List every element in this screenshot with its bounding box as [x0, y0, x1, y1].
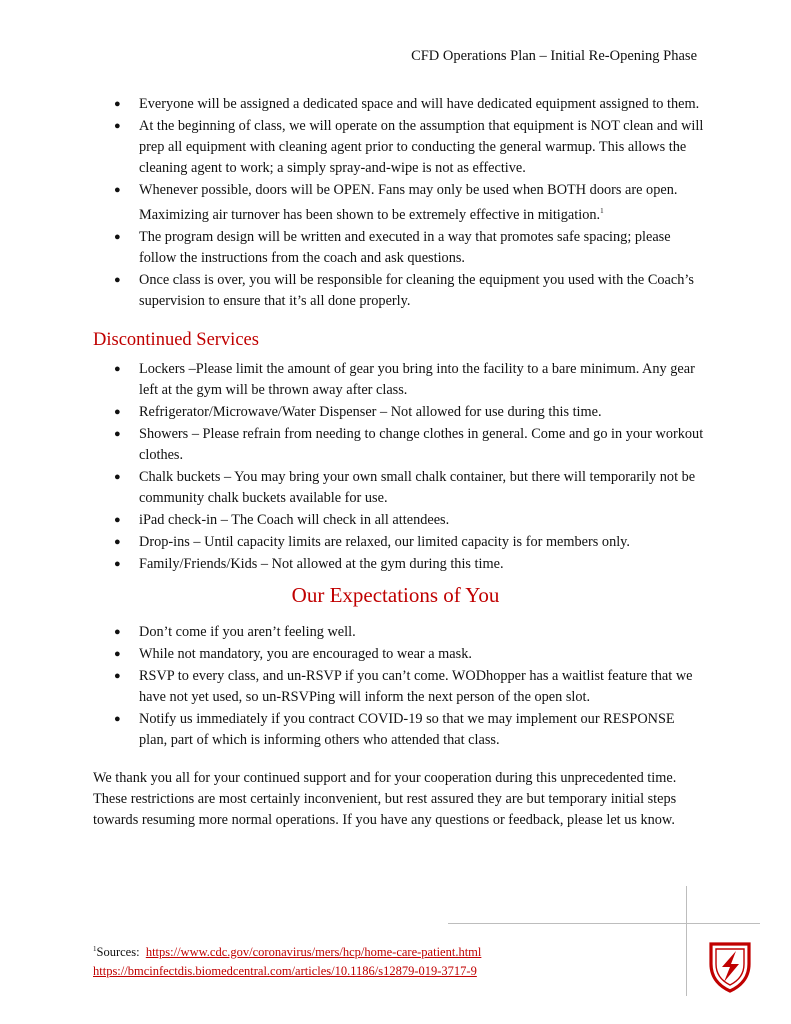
shield-lightning-icon [706, 940, 754, 994]
list-item [114, 424, 704, 466]
source-link-cdc[interactable]: https://www.cdc.gov/coronavirus/mers/hcp/home-care-patient.html [145, 945, 482, 960]
footnote-marker: 1 [93, 945, 97, 953]
footnote [93, 940, 481, 981]
list-item [114, 644, 704, 665]
list-item-text: RSVP to every class, and un-RSVP if you can’t come. WODhopper has a waitlist feature that we have not yet used, so un-RSVPing will inform the next person of the open slot. [139, 668, 693, 705]
discontinued-services-heading: Discontinued Services [93, 330, 259, 350]
list-item [114, 116, 704, 179]
list-item [114, 666, 704, 708]
expectations-list [114, 622, 704, 752]
list-item [114, 270, 704, 312]
list-item-text: Drop-ins – Until capacity limits are relaxed, our limited capacity is for members only. [139, 534, 630, 550]
list-item-text: Family/Friends/Kids – Not allowed at the gym during this time. [139, 556, 504, 572]
list-item [114, 532, 704, 553]
expectations-heading: Our Expectations of You [291, 583, 500, 607]
list-item [114, 709, 704, 751]
list-item [114, 467, 704, 509]
list-item-text: Whenever possible, doors will be OPEN. Fans may only be used when BOTH doors are open. Maximizing air turnover has been shown to be extremely effective in mitigation. [139, 182, 678, 223]
safety-measures-list [114, 94, 704, 313]
footnote-reference[interactable]: 1 [600, 207, 604, 215]
list-item-text: Showers – Please refrain from needing to change clothes in general. Come and go in your workout clothes. [139, 426, 704, 463]
list-item [114, 94, 704, 115]
discontinued-services-list [114, 359, 704, 576]
list-item-text: Chalk buckets – You may bring your own small chalk container, but there will temporarily not be community chalk buckets available for use. [139, 469, 696, 506]
list-item [114, 554, 704, 575]
list-item [114, 180, 704, 226]
closing-paragraph: We thank you all for your continued support and for your cooperation during this unprecedented time. These restrictions are most certainly inconvenient, but rest assured they are but temporary initial steps towards resuming more normal operations. If you have any questions or feedback, please let us know. [93, 770, 677, 828]
list-item-text: iPad check-in – The Coach will check in all attendees. [139, 512, 450, 528]
list-item [114, 510, 704, 531]
list-item [114, 359, 704, 401]
footer-vertical-rule [686, 886, 687, 996]
running-header: CFD Operations Plan – Initial Re-Opening Phase [411, 48, 697, 64]
list-item-text: Lockers –Please limit the amount of gear you bring into the facility to a bare minimum. Any gear left at the gym will be thrown away after class. [139, 361, 695, 398]
list-item-text: Everyone will be assigned a dedicated space and will have dedicated equipment assigned to them. [139, 96, 700, 112]
list-item-text: Once class is over, you will be responsible for cleaning the equipment you used with the Coach’s supervision to ensure that it’s all done properly. [139, 271, 694, 309]
list-item-text: While not mandatory, you are encouraged to wear a mask. [139, 646, 472, 662]
list-item [114, 402, 704, 423]
list-item-text: Don’t come if you aren’t feeling well. [139, 624, 356, 640]
source-link-bmc[interactable]: https://bmcinfectdis.biomedcentral.com/articles/10.1186/s12879-019-3717-9 [93, 964, 477, 979]
list-item-text: Refrigerator/Microwave/Water Dispenser – Not allowed for use during this time. [139, 404, 602, 420]
list-item [114, 227, 704, 269]
list-item [114, 622, 704, 643]
list-item-text: Notify us immediately if you contract COVID-19 so that we may implement our RESPONSE plan, part of which is informing others who attended that class. [139, 711, 675, 748]
list-item-text: The program design will be written and executed in a way that promotes safe spacing; please follow the instructions from the coach and ask questions. [139, 228, 671, 266]
footnote-label: Sources: [96, 945, 140, 960]
footer-divider [448, 923, 760, 924]
list-item-text: At the beginning of class, we will operate on the assumption that equipment is NOT clean and will prep all equipment with cleaning agent prior to conducting the general warmup. This allows the cleaning agent to work; a simply spray-and-wipe is not as effective. [139, 118, 704, 176]
